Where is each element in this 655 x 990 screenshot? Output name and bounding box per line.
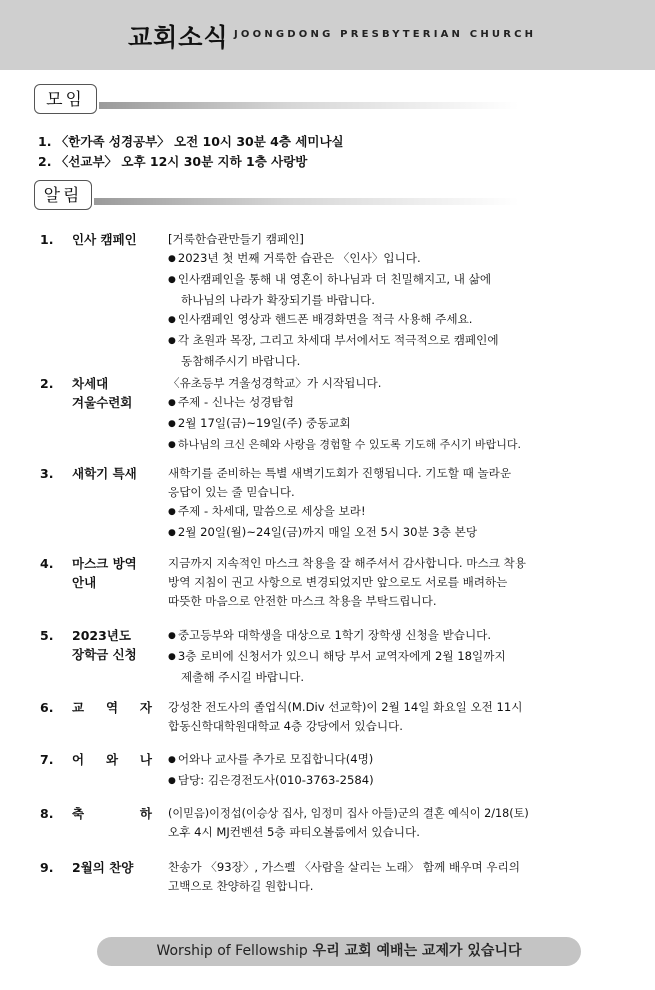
- meetings-section-label: 모임: [34, 84, 97, 114]
- notice-title: 2월의 찬양: [72, 860, 134, 875]
- notice-number: 9.: [40, 860, 54, 875]
- notice-title: [72, 804, 152, 823]
- notice-body: [168, 804, 608, 842]
- notice-number: 5.: [40, 628, 54, 643]
- notice-line: ● 주제 - 신나는 성경탐험: [168, 393, 608, 414]
- notice-line: ● 인사캠페인을 통해 내 영혼이 하나님과 더 친밀해지고, 내 삶에: [168, 270, 608, 291]
- notice-line: 지금까지 지속적인 마스크 착용을 잘 해주셔서 감사합니다. 마스크 착용: [168, 556, 526, 570]
- notice-line: ● 3층 로비에 신청서가 있으니 해당 부서 교역자에게 2월 18일까지: [168, 647, 608, 668]
- notice-number: 3.: [40, 466, 54, 481]
- notice-line: 오후 4시 MJ컨벤션 5층 파티오볼룸에서 있습니다.: [168, 825, 420, 839]
- notice-line: ● 하나님의 크신 은혜와 사랑을 경험할 수 있도록 기도해 주시기 바랍니다.: [168, 435, 608, 456]
- notice-line: 새학기를 준비하는 특별 새벽기도회가 진행됩니다. 기도할 때 놀라운: [168, 466, 512, 480]
- notice-line: ● 담당: 김은경전도사(010-3763-2584): [168, 771, 608, 792]
- notice-line: 따뜻한 마음으로 안전한 마스크 착용을 부탁드립니다.: [168, 594, 437, 608]
- notice-line: 〈유초등부 겨울성경학교〉가 시작됩니다.: [168, 376, 382, 390]
- notice-line: ● 각 초원과 목장, 그리고 차세대 부서에서도 적극적으로 캠페인에: [168, 331, 608, 352]
- footer-english: Worship of Fellowship: [156, 943, 308, 959]
- notice-title: [72, 750, 152, 769]
- notice-number: 7.: [40, 752, 54, 767]
- notice-line: 고백으로 찬양하길 원합니다.: [168, 879, 314, 893]
- notice-line: 방역 지침이 권고 사항으로 변경되었지만 앞으로도 서로를 배려하는: [168, 575, 508, 589]
- notice-body: [168, 626, 608, 687]
- notice-title: [72, 698, 152, 717]
- notice-body: [168, 750, 608, 792]
- notice-line: 동참해주시기 바랍니다.: [181, 354, 301, 368]
- notice-line: ● 중고등부와 대학생을 대상으로 1학기 장학생 신청을 받습니다.: [168, 626, 608, 647]
- meeting-item-1: 1. 〈한가족 성경공부〉 오전 10시 30분 4층 세미나실: [38, 134, 344, 149]
- notice-body: [168, 464, 608, 544]
- notice-body: [168, 554, 608, 611]
- notice-line: 찬송가 〈93장〉, 가스펠 〈사람을 살리는 노래〉 함께 배우며 우리의: [168, 860, 520, 874]
- notice-title: 차세대 겨울수련회: [72, 376, 133, 410]
- notice-line: ● 2023년 첫 번째 거룩한 습관은 〈인사〉입니다.: [168, 249, 608, 270]
- footer-banner: [97, 937, 581, 966]
- notice-title: 새학기 특새: [72, 466, 137, 481]
- notice-body: [168, 858, 608, 896]
- notice-line: 제출해 주시길 바랍니다.: [181, 670, 305, 684]
- notice-line: ● 2월 17일(금)~19일(주) 중동교회: [168, 414, 608, 435]
- notice-line: 강성찬 전도사의 졸업식(M.Div 선교학)이 2월 14일 화요일 오전 11시: [168, 700, 523, 714]
- spread-title: 교 역 자: [72, 700, 152, 715]
- meeting-item-2: 2. 〈선교부〉 오후 12시 30분 지하 1층 사랑방: [38, 154, 308, 169]
- notice-number: 4.: [40, 556, 54, 571]
- notice-line: 합동신학대학원대학교 4층 강당에서 있습니다.: [168, 719, 403, 733]
- meetings-divider: [99, 102, 519, 109]
- notice-title: 마스크 방역 안내: [72, 556, 137, 590]
- notice-body: [168, 698, 608, 736]
- notice-line: (이믿음)이정섭(이승상 집사, 임정미 집사 아들)군의 결혼 예식이 2/18(토): [168, 807, 529, 820]
- notices-divider: [94, 198, 519, 205]
- church-name: JOONGDONG PRESBYTERIAN CHURCH: [234, 29, 537, 40]
- notice-body: [168, 230, 608, 371]
- notice-line: [거룩한습관만들기 캠페인]: [168, 232, 304, 246]
- page-title: 교회소식: [128, 23, 229, 52]
- notice-title: 2023년도 장학금 신청: [72, 628, 137, 662]
- notice-title: 인사 캠페인: [72, 232, 137, 247]
- notice-line: ● 주제 - 차세대, 말씀으로 세상을 보라!: [168, 502, 608, 523]
- spread-title: 어 와 나: [72, 752, 152, 767]
- notice-line: ● 2월 20일(월)~24일(금)까지 매일 오전 5시 30분 3층 본당: [168, 523, 608, 544]
- header-banner: [0, 0, 655, 70]
- notice-line: ● 인사캠페인 영상과 핸드폰 배경화면을 적극 사용해 주세요.: [168, 310, 608, 331]
- notice-number: 8.: [40, 806, 54, 821]
- notice-number: 2.: [40, 376, 54, 391]
- notices-section-label: 알림: [34, 180, 92, 210]
- spread-title: 축 하: [72, 806, 152, 821]
- notice-line: 하나님의 나라가 확장되기를 바랍니다.: [181, 293, 375, 307]
- notice-body: [168, 374, 608, 456]
- notice-line: 응답이 있는 줄 믿습니다.: [168, 485, 295, 499]
- notice-line: ● 어와나 교사를 추가로 모집합니다(4명): [168, 750, 608, 771]
- notice-number: 6.: [40, 700, 54, 715]
- footer-korean: 우리 교회 예배는 교제가 있습니다: [312, 943, 522, 959]
- notice-number: 1.: [40, 232, 54, 247]
